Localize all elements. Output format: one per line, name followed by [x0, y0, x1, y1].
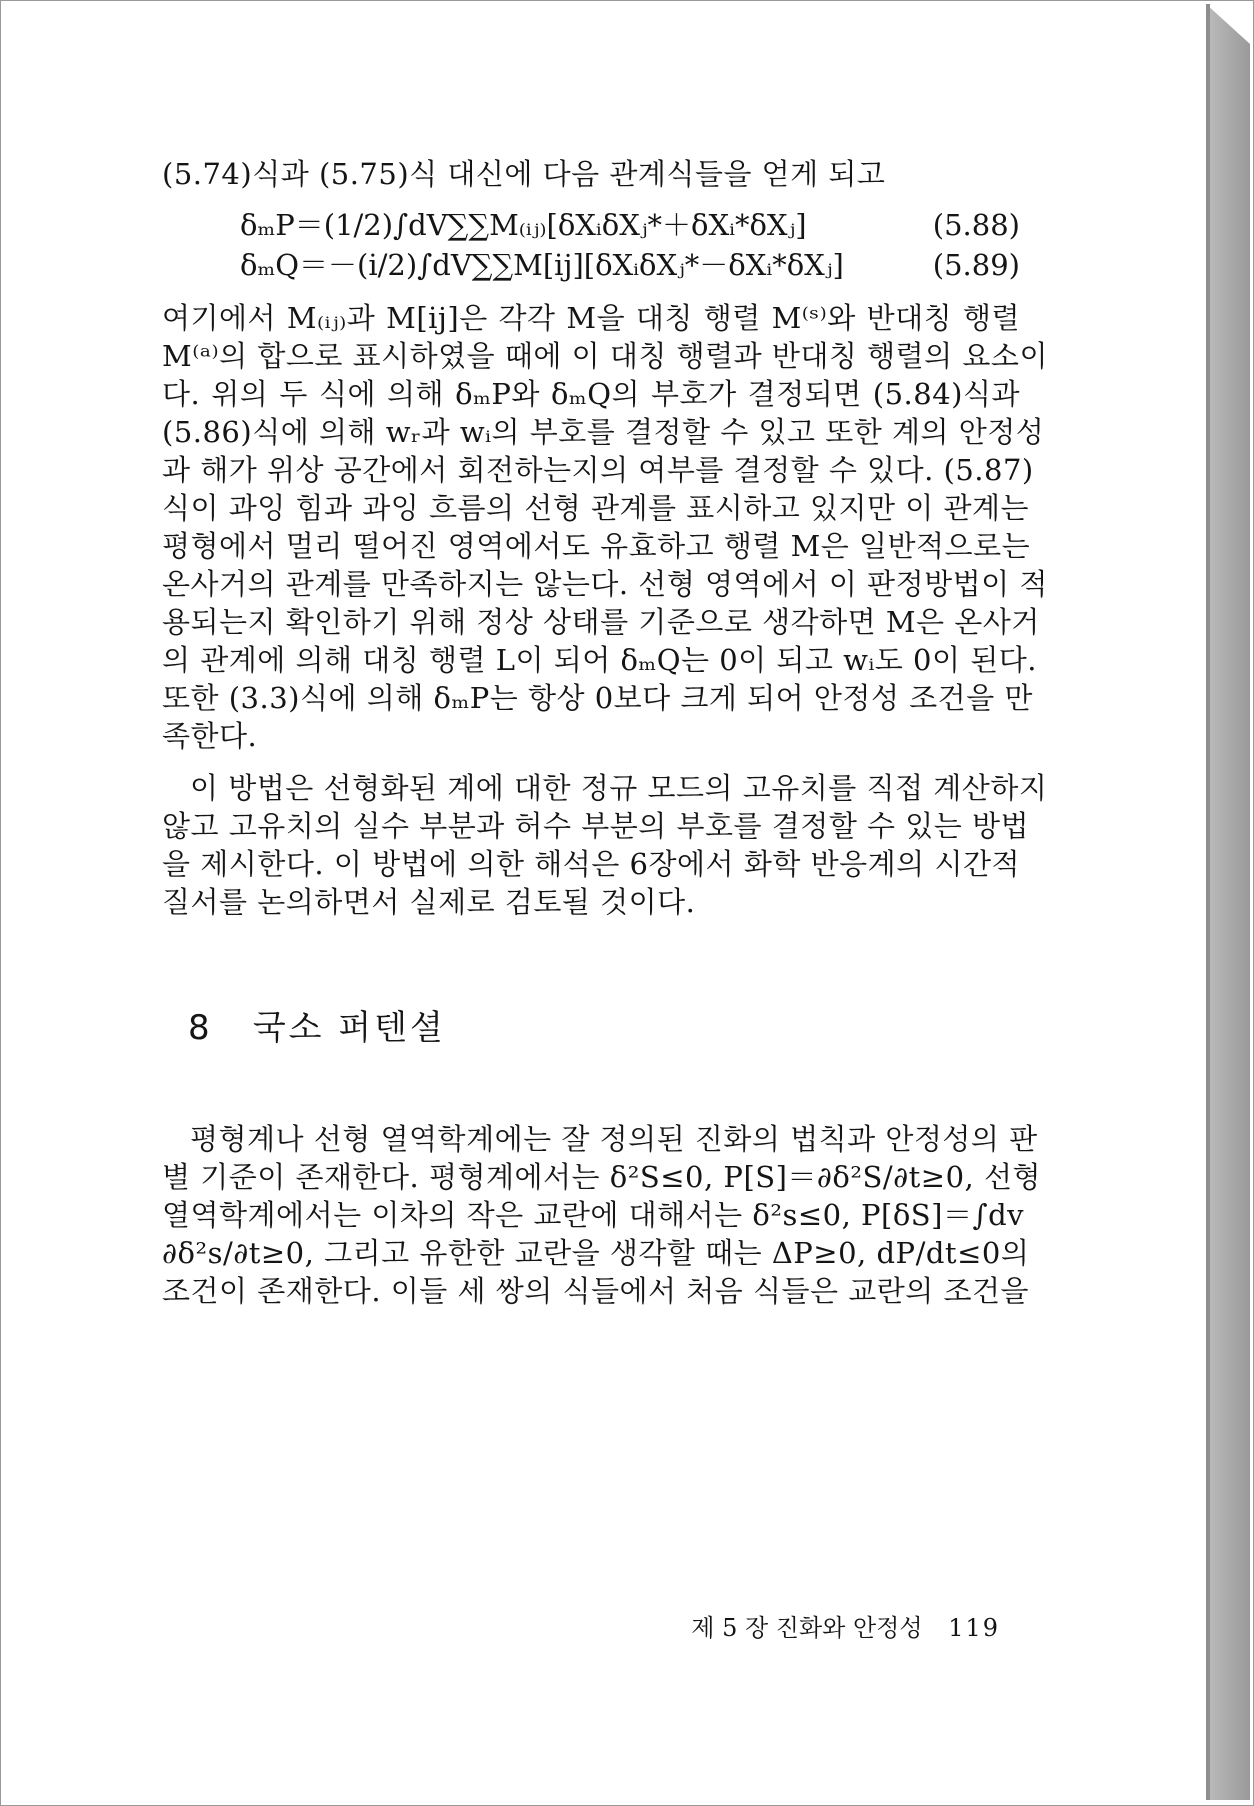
page-edge: [1206, 4, 1250, 1800]
text-line: 용되는지 확인하기 위해 정상 상태를 기준으로 생각하면 M은 온사거: [162, 605, 1040, 639]
text-line: 또한 (3.3)식에 의해 δₘP는 항상 0보다 크게 되어 안정성 조건을 만: [162, 681, 1033, 715]
section-title: 국소 퍼텐셜: [252, 1008, 446, 1048]
text-line: 이 방법은 선형화된 계에 대한 정규 모드의 고유치를 직접 계산하지: [190, 771, 1048, 805]
text-line: 별 기준이 존재한다. 평형계에서는 δ²S≤0, P[S]＝∂δ²S/∂t≥0, 선형: [162, 1160, 1042, 1194]
text-line: 평형에서 멀리 떨어진 영역에서도 유효하고 행렬 M은 일반적으로는: [162, 529, 1031, 563]
text-line: 질서를 논의하면서 실제로 검토될 것이다.: [162, 885, 696, 919]
page-number: 119: [948, 1614, 1000, 1642]
text-line: (5.86)식에 의해 wᵣ과 wᵢ의 부호를 결정할 수 있고 또한 계의 안정성: [162, 415, 1045, 449]
text-line: 평형계나 선형 열역학계에는 잘 정의된 진화의 법칙과 안정성의 판: [190, 1122, 1038, 1156]
text-line: ∂δ²s/∂t≥0, 그리고 유한한 교란을 생각할 때는 ΔP≥0, dP/dt≤0의: [162, 1236, 1030, 1270]
equation-text: δₘQ＝－(i/2)∫dV∑∑M[ij][δXᵢδXⱼ*－δXᵢ*δXⱼ]: [240, 248, 844, 282]
running-footer: [0, 1613, 1000, 1643]
text-line: 열역학계에서는 이차의 작은 교란에 대해서는 δ²s≤0, P[δS]＝∫dv: [162, 1198, 1025, 1232]
text-line: M⁽ᵃ⁾의 합으로 표시하였을 때에 이 대칭 행렬과 반대칭 행렬의 요소이: [162, 339, 1048, 373]
intro-line: (5.74)식과 (5.75)식 대신에 다음 관계식들을 얻게 되고: [162, 157, 886, 191]
equation-number: (5.89): [932, 248, 1020, 282]
chapter-title: 제 5 장 진화와 안정성: [691, 1614, 923, 1642]
text-line: 을 제시한다. 이 방법에 의한 해석은 6장에서 화학 반응계의 시간적: [162, 847, 1020, 881]
section-heading: [162, 1006, 1020, 1050]
text-line: 다. 위의 두 식에 의해 δₘP와 δₘQ의 부호가 결정되면 (5.84)식과: [162, 377, 1020, 411]
equation-text: δₘP＝(1/2)∫dV∑∑M₍ᵢⱼ₎[δXᵢδXⱼ*＋δXᵢ*δXⱼ]: [240, 208, 807, 242]
text-line: 않고 고유치의 실수 부분과 허수 부분의 부호를 결정할 수 있는 방법: [162, 809, 1030, 843]
page-edge-shadow: [1206, 4, 1210, 1800]
text-line: 식이 과잉 힘과 과잉 흐름의 선형 관계를 표시하고 있지만 이 관계는: [162, 491, 1030, 525]
equation-number: (5.88): [932, 208, 1020, 242]
section-number: 8: [188, 1008, 210, 1048]
equation-block: [162, 205, 1020, 285]
paragraph-2: [162, 769, 1048, 921]
paragraph-3: [162, 1120, 1042, 1310]
text-line: 여기에서 M₍ᵢⱼ₎과 M[ij]은 각각 M을 대칭 행렬 M⁽ˢ⁾와 반대칭 행렬: [162, 301, 1020, 335]
text-line: 족한다.: [162, 719, 258, 753]
text-line: 조건이 존재한다. 이들 세 쌍의 식들에서 처음 식들은 교란의 조건을: [162, 1274, 1030, 1308]
text-line: 의 관계에 의해 대칭 행렬 L이 되어 δₘQ는 0이 되고 wᵢ도 0이 된다.: [162, 643, 1037, 677]
equation-5-89: [162, 245, 1020, 285]
page-content: [162, 155, 1048, 1310]
text-line: 온사거의 관계를 만족하지는 않는다. 선형 영역에서 이 판정방법이 적: [162, 567, 1048, 601]
text-line: 과 해가 위상 공간에서 회전하는지의 여부를 결정할 수 있다. (5.87): [162, 453, 1034, 487]
paragraph-1: [162, 299, 1048, 755]
equation-5-88: [162, 205, 1020, 245]
